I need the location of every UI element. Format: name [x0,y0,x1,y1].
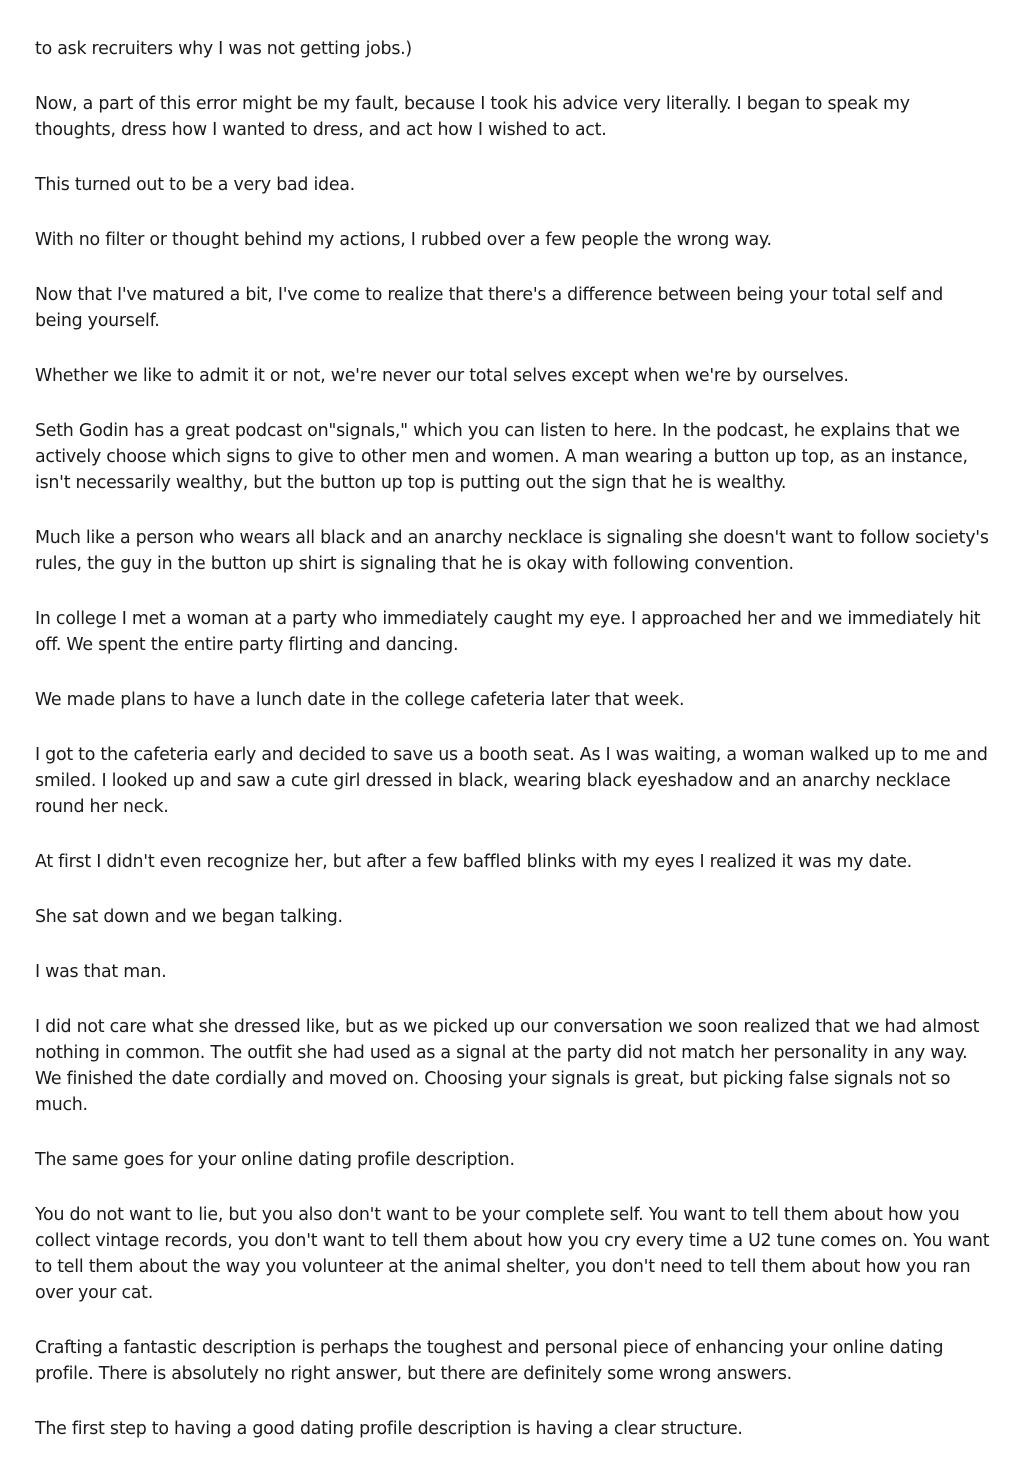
paragraph-6: Whether we like to admit it or not, we're never our total selves except when we're by ourselves. [35,366,849,386]
paragraph-14: I was that man. [35,962,167,982]
paragraph-15: I did not care what she dressed like, but as we picked up our conversation we soon realized that we had almost nothing in common. The outfit she had used as a signal at the party did not match her personality in any way. We finished the date cordially and moved on. Choosing your signals is great, but picking false signals not so much. [35,1017,980,1115]
paragraph-13: She sat down and we began talking. [35,907,343,927]
paragraph-17: You do not want to lie, but you also don't want to be your complete self. You want to tell them about how you collect vintage records, you don't want to tell them about how you cry every time a U2 tune comes on. You want to tell them about the way you volunteer at the animal shelter, you don't need to tell them about how you ran over your cat. [35,1205,990,1303]
paragraph-1: to ask recruiters why I was not getting jobs.) [35,39,412,59]
paragraph-4: With no filter or thought behind my actions, I rubbed over a few people the wrong way. [35,230,772,250]
paragraph-18: Crafting a fantastic description is perhaps the toughest and personal piece of enhancing your online dating profile. There is absolutely no right answer, but there are definitely some wrong answers. [35,1338,944,1384]
paragraph-9: In college I met a woman at a party who immediately caught my eye. I approached her and we immediately hit off. We spent the entire party flirting and dancing. [35,609,981,655]
paragraph-7: Seth Godin has a great podcast on"signals," which you can listen to here. In the podcast, he explains that we actively choose which signs to give to other men and women. A man wearing a button up top, as an instance, isn't necessarily wealthy, but the button up top is putting out the sign that he is wealthy. [35,421,968,493]
paragraph-5: Now that I've matured a bit, I've come to realize that there's a difference between being your total self and being yourself. [35,285,944,331]
paragraph-16: The same goes for your online dating profile description. [35,1150,515,1170]
paragraph-8: Much like a person who wears all black and an anarchy necklace is signaling she doesn't want to follow society's rules, the guy in the button up shirt is signaling that he is okay with following convention. [35,528,989,574]
paragraph-2: Now, a part of this error might be my fault, because I took his advice very literally. I began to speak my thoughts, dress how I wanted to dress, and act how I wished to act. [35,94,910,140]
paragraph-10: We made plans to have a lunch date in the college cafeteria later that week. [35,690,685,710]
paragraph-12: At first I didn't even recognize her, but after a few baffled blinks with my eyes I realized it was my date. [35,852,912,872]
document-body [35,36,993,1471]
paragraph-19: The first step to having a good dating profile description is having a clear structure. [35,1419,743,1439]
paragraph-11: I got to the cafeteria early and decided to save us a booth seat. As I was waiting, a woman walked up to me and smiled. I looked up and saw a cute girl dressed in black, wearing black eyeshadow and an anarchy necklace round her neck. [35,745,988,817]
paragraph-3: This turned out to be a very bad idea. [35,175,355,195]
